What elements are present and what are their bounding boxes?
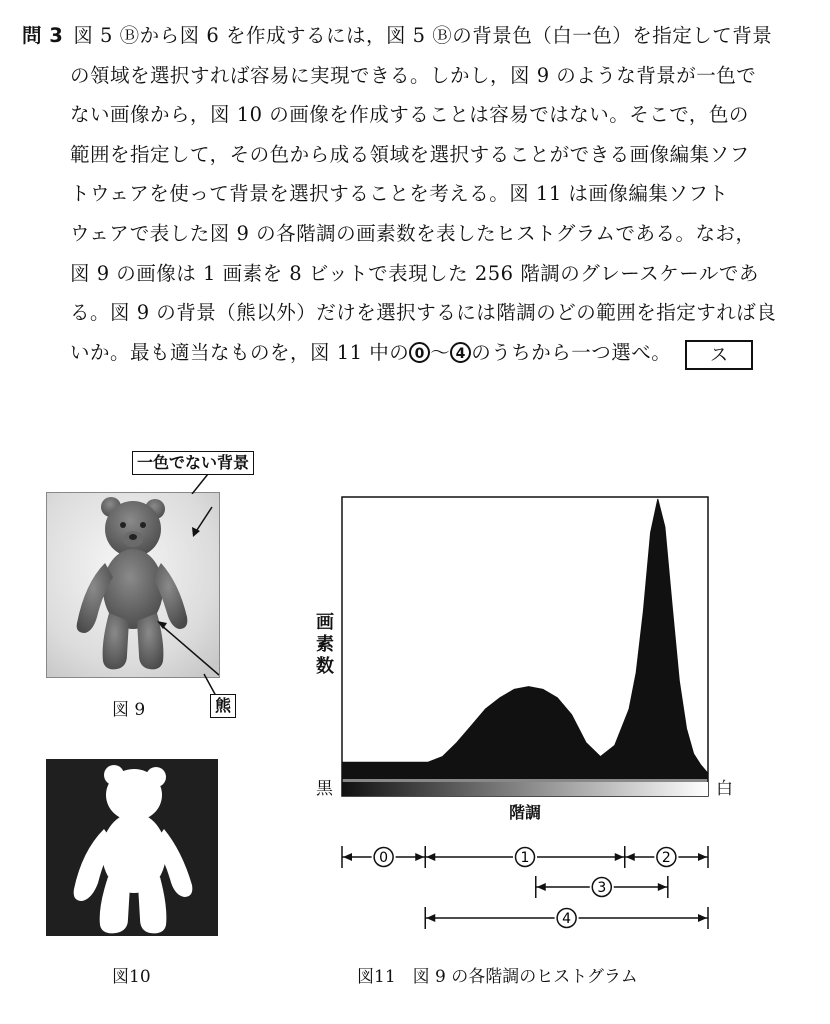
range-3: [536, 876, 668, 898]
choice-start-marker: 0: [409, 342, 430, 363]
range-arrow-right: [615, 853, 624, 861]
range-arrow-right: [698, 853, 707, 861]
question-text-after-choices: のうちから一つ選べ。: [471, 340, 672, 364]
x-axis-label: 階調: [508, 803, 541, 822]
question-line-3: ない画像から，図 10 の画像を作成することは容易ではない。そこで，色の: [70, 103, 749, 127]
question-line-5: トウェアを使って背景を選択することを考える。図 11 は画像編集ソフト: [70, 182, 729, 206]
question-line-2: の領域を選択すれば容易に実現できる。しかし，図 9 のような背景が一色で: [70, 63, 757, 87]
x-axis-end-label: 白: [716, 779, 733, 799]
callout-bear-label: 熊: [210, 694, 236, 718]
histogram-area: [342, 499, 708, 779]
tilde: ～: [430, 340, 451, 364]
range-arrow-right: [658, 883, 667, 891]
question-line-6: ウェアで表した図 9 の各階調の画素数を表したヒストグラムである。なお，: [70, 221, 756, 245]
range-2: [625, 846, 708, 868]
range-0: [342, 846, 425, 868]
question-text-before-choices: いか。最も適当なものを，図 11 中の: [70, 340, 410, 364]
question-label: 問 3: [22, 24, 64, 47]
figure9-caption: 図 9: [112, 700, 146, 720]
range-arrow-right: [415, 853, 424, 861]
callout-background-label: 一色でない背景: [132, 451, 254, 475]
range-arrow-left: [343, 853, 352, 861]
figure10-caption: 図10: [112, 967, 151, 987]
range-4: [425, 907, 708, 929]
range-label: 3: [597, 880, 607, 896]
y-axis-label: 画素数: [316, 612, 334, 677]
figure11-caption: 図11 図 9 の各階調のヒストグラム: [357, 967, 638, 987]
range-label: 4: [562, 911, 572, 927]
question-line-7: 図 9 の画像は 1 画素を 8 ビットで表現した 256 階調のグレースケールであ: [70, 261, 759, 285]
question-line-4: 範囲を指定して，その色から成る領域を選択することができる画像編集ソフ: [70, 142, 750, 166]
range-arrow-left: [426, 853, 435, 861]
range-arrows: [342, 846, 708, 929]
choice-end-marker: 4: [450, 342, 471, 363]
gray-gradient-bar: [342, 782, 708, 796]
question-line-8: る。図 9 の背景（熊以外）だけを選択するには階調のどの範囲を指定すれば良: [70, 301, 777, 325]
question-text-line: 図 5 Ⓑから図 6 を作成するには，図 5 Ⓑの背景色（白一色）を指定して背景: [73, 24, 773, 47]
answer-box[interactable]: ス: [685, 340, 753, 370]
range-label: 1: [520, 850, 530, 866]
range-arrow-left: [626, 853, 635, 861]
x-axis-start-label: 黒: [316, 779, 333, 799]
range-label: 2: [661, 850, 671, 866]
range-arrow-left: [537, 883, 546, 891]
range-arrow-left: [426, 914, 435, 922]
range-label: 0: [379, 850, 389, 866]
range-1: [425, 846, 625, 868]
range-arrow-right: [698, 914, 707, 922]
